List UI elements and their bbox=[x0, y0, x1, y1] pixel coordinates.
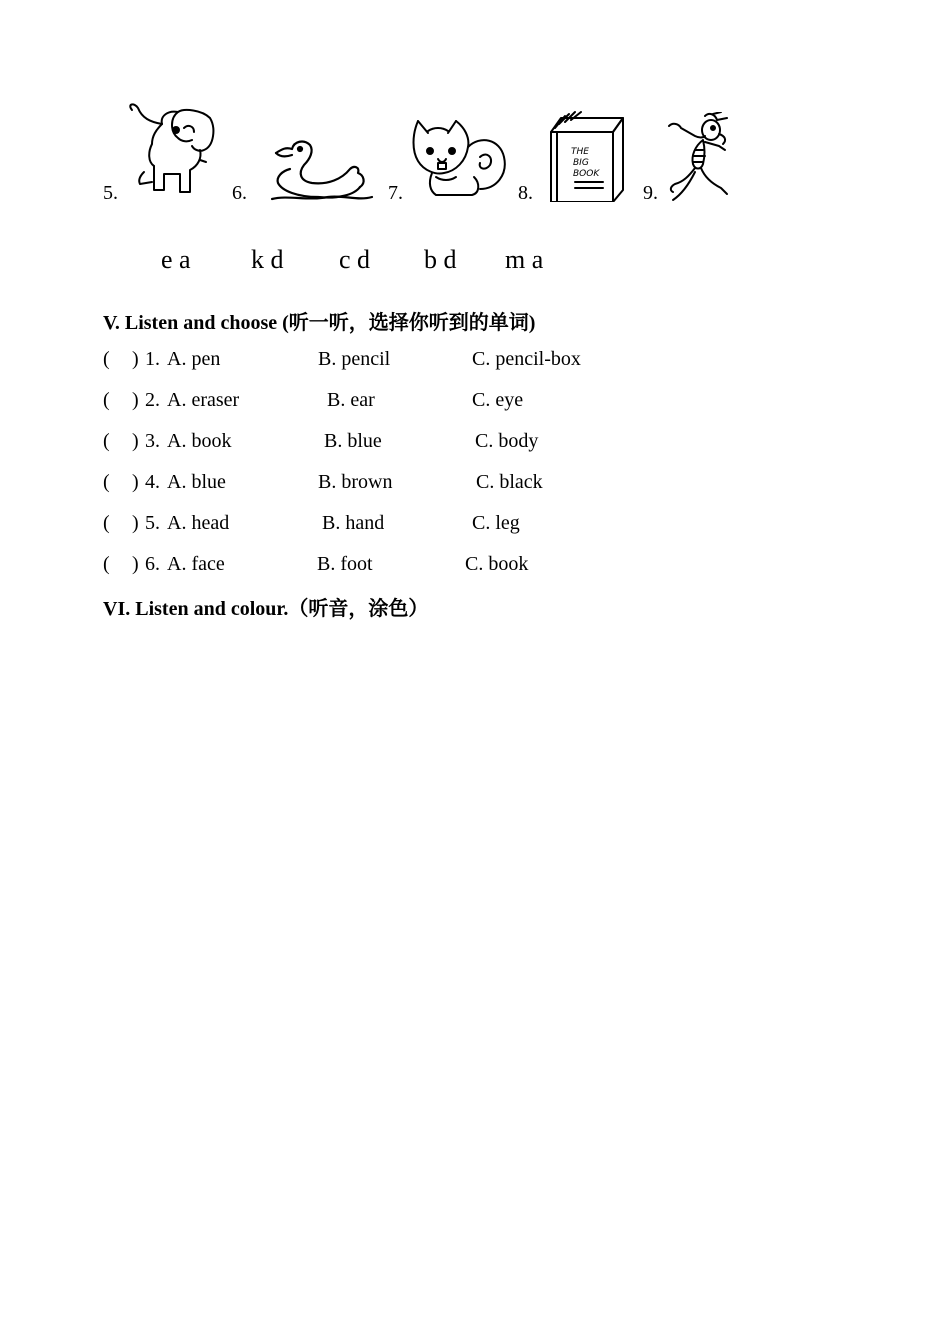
answer-blank-close: ) bbox=[132, 430, 139, 452]
option-b: B. pencil bbox=[318, 348, 391, 370]
option-a: A. blue bbox=[167, 471, 226, 493]
letter-pair-5: m a bbox=[505, 245, 544, 274]
option-c: C. body bbox=[475, 430, 539, 452]
section-5-title-end: ) bbox=[528, 312, 536, 334]
answer-blank-open[interactable]: ( bbox=[103, 553, 110, 575]
question-number: 5. bbox=[145, 512, 160, 534]
question-row-6 bbox=[0, 553, 950, 579]
question-number: 2. bbox=[145, 389, 160, 411]
option-b: B. ear bbox=[327, 389, 375, 411]
picture-number-9: 9. bbox=[643, 182, 658, 204]
section-5-title-cn: 听一听，选择你听到的单词 bbox=[288, 310, 529, 334]
squirrel-icon bbox=[410, 117, 508, 201]
answer-blank-close: ) bbox=[132, 553, 139, 575]
big-book-icon bbox=[545, 110, 625, 202]
option-b: B. foot bbox=[317, 553, 373, 575]
duck-icon bbox=[268, 135, 374, 203]
answer-blank-open[interactable]: ( bbox=[103, 512, 110, 534]
picture-number-7: 7. bbox=[388, 182, 403, 204]
option-c: C. black bbox=[476, 471, 543, 493]
letter-pair-3: c d bbox=[339, 245, 371, 274]
question-number: 4. bbox=[145, 471, 160, 493]
question-number: 1. bbox=[145, 348, 160, 370]
answer-blank-open[interactable]: ( bbox=[103, 348, 110, 370]
picture-number-6: 6. bbox=[232, 182, 247, 204]
book-text-line-2: BIG bbox=[573, 158, 589, 168]
question-row-3 bbox=[0, 430, 950, 456]
section-5-title: V. Listen and choose ( bbox=[103, 312, 289, 334]
question-number: 3. bbox=[145, 430, 160, 452]
option-a: A. pen bbox=[167, 348, 221, 370]
question-number: 6. bbox=[145, 553, 160, 575]
option-b: B. brown bbox=[318, 471, 393, 493]
book-text-line-1: THE bbox=[571, 147, 589, 157]
question-row-5 bbox=[0, 512, 950, 538]
option-c: C. pencil-box bbox=[472, 348, 581, 370]
answer-blank-open[interactable]: ( bbox=[103, 430, 110, 452]
book-text-line-3: BOOK bbox=[573, 169, 600, 179]
letter-pair-4: b d bbox=[424, 245, 457, 274]
section-6-title-cn: （听音，涂色） bbox=[288, 596, 429, 620]
option-a: A. eraser bbox=[167, 389, 240, 411]
question-row-4 bbox=[0, 471, 950, 497]
question-row-1 bbox=[0, 348, 950, 374]
section-6-title: VI. Listen and colour. bbox=[103, 598, 289, 620]
picture-number-8: 8. bbox=[518, 182, 533, 204]
option-b: B. hand bbox=[322, 512, 385, 534]
ant-icon bbox=[665, 112, 731, 202]
option-c: C. leg bbox=[472, 512, 520, 534]
section-6-heading bbox=[103, 592, 428, 621]
answer-blank-open[interactable]: ( bbox=[103, 389, 110, 411]
option-a: A. book bbox=[167, 430, 232, 452]
option-a: A. face bbox=[167, 553, 225, 575]
option-a: A. head bbox=[167, 512, 230, 534]
question-row-2 bbox=[0, 389, 950, 415]
option-c: C. eye bbox=[472, 389, 524, 411]
picture-number-5: 5. bbox=[103, 182, 118, 204]
section-5-heading bbox=[103, 306, 535, 335]
option-b: B. blue bbox=[324, 430, 382, 452]
answer-blank-close: ) bbox=[132, 471, 139, 493]
answer-blank-close: ) bbox=[132, 512, 139, 534]
answer-blank-open[interactable]: ( bbox=[103, 471, 110, 493]
answer-blank-close: ) bbox=[132, 389, 139, 411]
option-c: C. book bbox=[465, 553, 529, 575]
elephant-icon bbox=[122, 100, 220, 202]
letter-pair-2: k d bbox=[251, 245, 284, 274]
letter-pair-1: e a bbox=[161, 245, 191, 274]
answer-blank-close: ) bbox=[132, 348, 139, 370]
